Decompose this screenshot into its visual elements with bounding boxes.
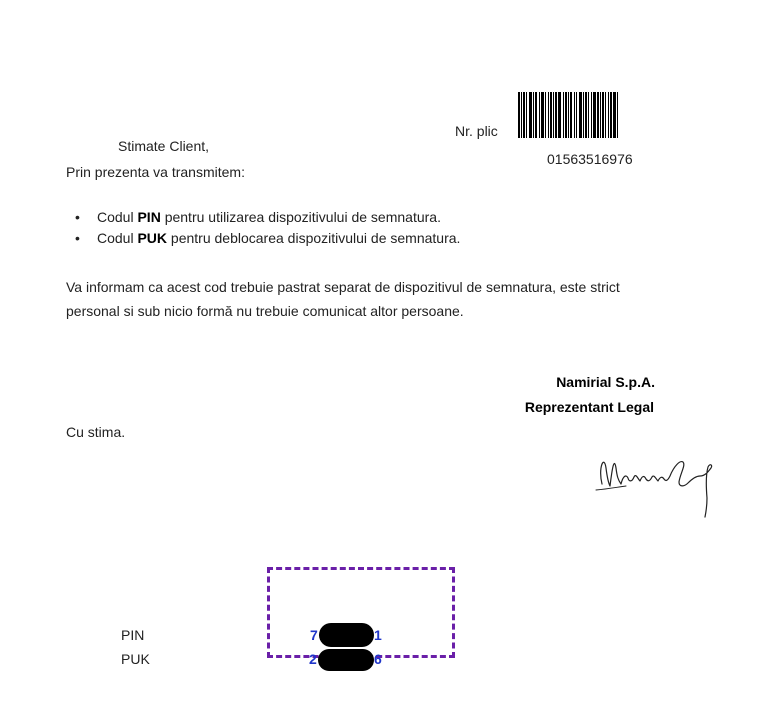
signature-icon: [588, 446, 722, 522]
puk-last-digit: 6: [374, 651, 382, 667]
intro-text: Prin prezenta va transmitem:: [66, 164, 245, 180]
puk-label: PUK: [121, 651, 150, 667]
list-item-description: pentru deblocarea dispozitivului de semnatura.: [167, 230, 461, 246]
pin-last-digit: 1: [374, 627, 382, 643]
salutation: Stimate Client,: [118, 138, 210, 154]
company-name: Namirial S.p.A.: [556, 374, 655, 390]
signatory-role: Reprezentant Legal: [524, 399, 654, 415]
list-item-prefix: Codul: [97, 209, 138, 225]
closing-text: Cu stima.: [66, 424, 126, 440]
bullet-icon: •: [75, 230, 80, 246]
envelope-number-label: Nr. plic: [455, 123, 498, 139]
list-item: [66, 228, 460, 249]
pin-label: PIN: [121, 627, 145, 643]
list-item-code-name: PUK: [137, 230, 168, 246]
list-item-prefix: Codul: [97, 230, 138, 246]
puk-first-digit: 2: [309, 651, 317, 667]
bullet-icon: •: [75, 209, 80, 225]
barcode-number: 01563516976: [547, 151, 633, 167]
barcode-icon: [518, 92, 678, 138]
list-item-code-name: PIN: [137, 209, 161, 225]
confidentiality-notice: Va informam ca acest cod trebuie pastrat separat de dispozitivul de semnatura, este strict personal si sub nicio formă nu trebuie comunicat altor persoane.: [66, 279, 620, 319]
puk-redaction: [318, 649, 374, 671]
list-item: [66, 207, 460, 228]
pin-first-digit: 7: [310, 627, 318, 643]
list-item-description: pentru utilizarea dispozitivului de semnatura.: [160, 209, 441, 225]
code-purpose-list: [66, 207, 460, 249]
pin-redaction: [319, 623, 374, 647]
